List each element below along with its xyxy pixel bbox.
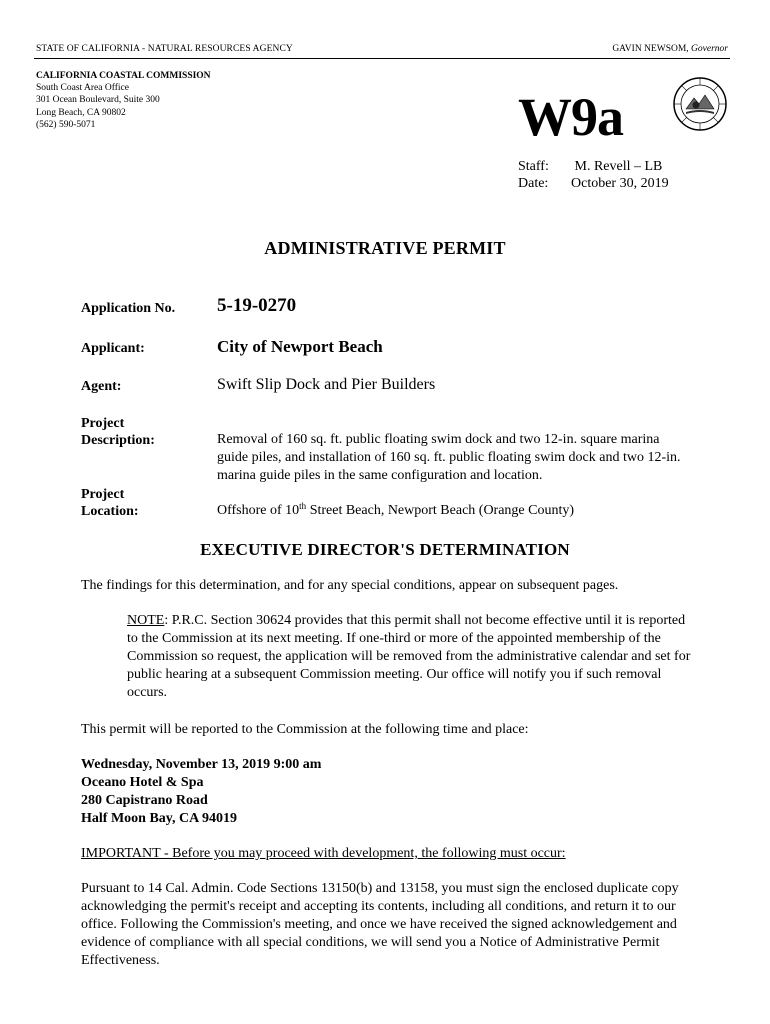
note-text: : P.R.C. Section 30624 provides that this permit shall not become effective until it is reported to the Commission at its next meeting. If one-third or more of the appointed membership of the Commission so request, the application will be removed from the administrative calendar and set for public hearing at a subsequent Commission meeting. Our office will notify you if such removal occurs. <box>127 613 691 700</box>
header-rule <box>34 58 730 59</box>
state-seal-icon <box>672 76 728 132</box>
meeting-details <box>81 756 321 828</box>
meeting-street: 280 Capistrano Road <box>81 793 208 808</box>
application-number: 5-19-0270 <box>217 295 297 316</box>
agent-label: Agent: <box>81 379 122 394</box>
staff-label: Staff: <box>518 159 549 174</box>
note-paragraph <box>127 612 697 702</box>
description-value: Removal of 160 sq. ft. public floating swim dock and two 12-in. square marina guide piles, and installation of 160 sq. ft. public floating swim dock and two 12-in. marina guide piles in the same configuration and location. <box>217 432 681 483</box>
location-value <box>217 503 574 519</box>
report-text: This permit will be reported to the Commission at the following time and place: <box>81 722 529 737</box>
governor-header <box>612 44 728 54</box>
office-line: Long Beach, CA 90802 <box>36 107 126 118</box>
agency-header: STATE OF CALIFORNIA - NATURAL RESOURCES AGENCY <box>36 44 293 54</box>
office-address-block <box>36 70 211 131</box>
meeting-datetime: Wednesday, November 13, 2019 9:00 am <box>81 757 322 772</box>
project-location-label <box>81 486 139 520</box>
project-description-label <box>81 415 155 449</box>
note-label: NOTE <box>127 613 165 628</box>
applicant-label: Applicant: <box>81 341 145 356</box>
applicant-value: City of Newport Beach <box>217 337 383 356</box>
governor-title: Governor <box>691 44 728 54</box>
meeting-city: Half Moon Bay, CA 94019 <box>81 811 237 826</box>
location-superscript: th <box>299 501 307 511</box>
location-label: Location: <box>81 504 139 519</box>
description-label: Description: <box>81 433 155 448</box>
final-paragraph: Pursuant to 14 Cal. Admin. Code Sections 13150(b) and 13158, you must sign the enclosed duplicate copy acknowledging the permit's receipt and accepting its contents, including all conditions, and return it to our office. Following the Commission's meeting, and once we have received the signed acknowledgement and evidence of compliance with all special conditions, we will send you a Notice of Administrative Permit Effectiveness. <box>81 881 679 968</box>
office-line: South Coast Area Office <box>36 83 129 94</box>
application-label: Application No. <box>81 301 176 316</box>
important-heading: IMPORTANT - Before you may proceed with development, the following must occur: <box>81 846 566 861</box>
date-value: October 30, 2019 <box>571 176 669 191</box>
staff-block <box>518 158 669 192</box>
location-prefix: Offshore of 10 <box>217 503 300 518</box>
project-label: Project <box>81 487 125 502</box>
office-line: (562) 590-5071 <box>36 119 96 130</box>
findings-text: The findings for this determination, and for any special conditions, appear on subsequent pages. <box>81 578 619 593</box>
office-line: 301 Ocean Boulevard, Suite 300 <box>36 95 160 106</box>
commission-name: CALIFORNIA COASTAL COMMISSION <box>36 71 211 81</box>
meeting-venue: Oceano Hotel & Spa <box>81 775 204 790</box>
agent-value: Swift Slip Dock and Pier Builders <box>217 376 436 393</box>
determination-title: EXECUTIVE DIRECTOR'S DETERMINATION <box>200 540 570 559</box>
project-label: Project <box>81 416 125 431</box>
document-title: ADMINISTRATIVE PERMIT <box>264 238 506 258</box>
location-suffix: Street Beach, Newport Beach (Orange County) <box>306 503 575 518</box>
date-label: Date: <box>518 176 549 191</box>
agenda-item-number: W9a <box>518 87 623 147</box>
staff-value: M. Revell – LB <box>574 159 663 174</box>
governor-name: GAVIN NEWSOM, <box>612 44 689 54</box>
